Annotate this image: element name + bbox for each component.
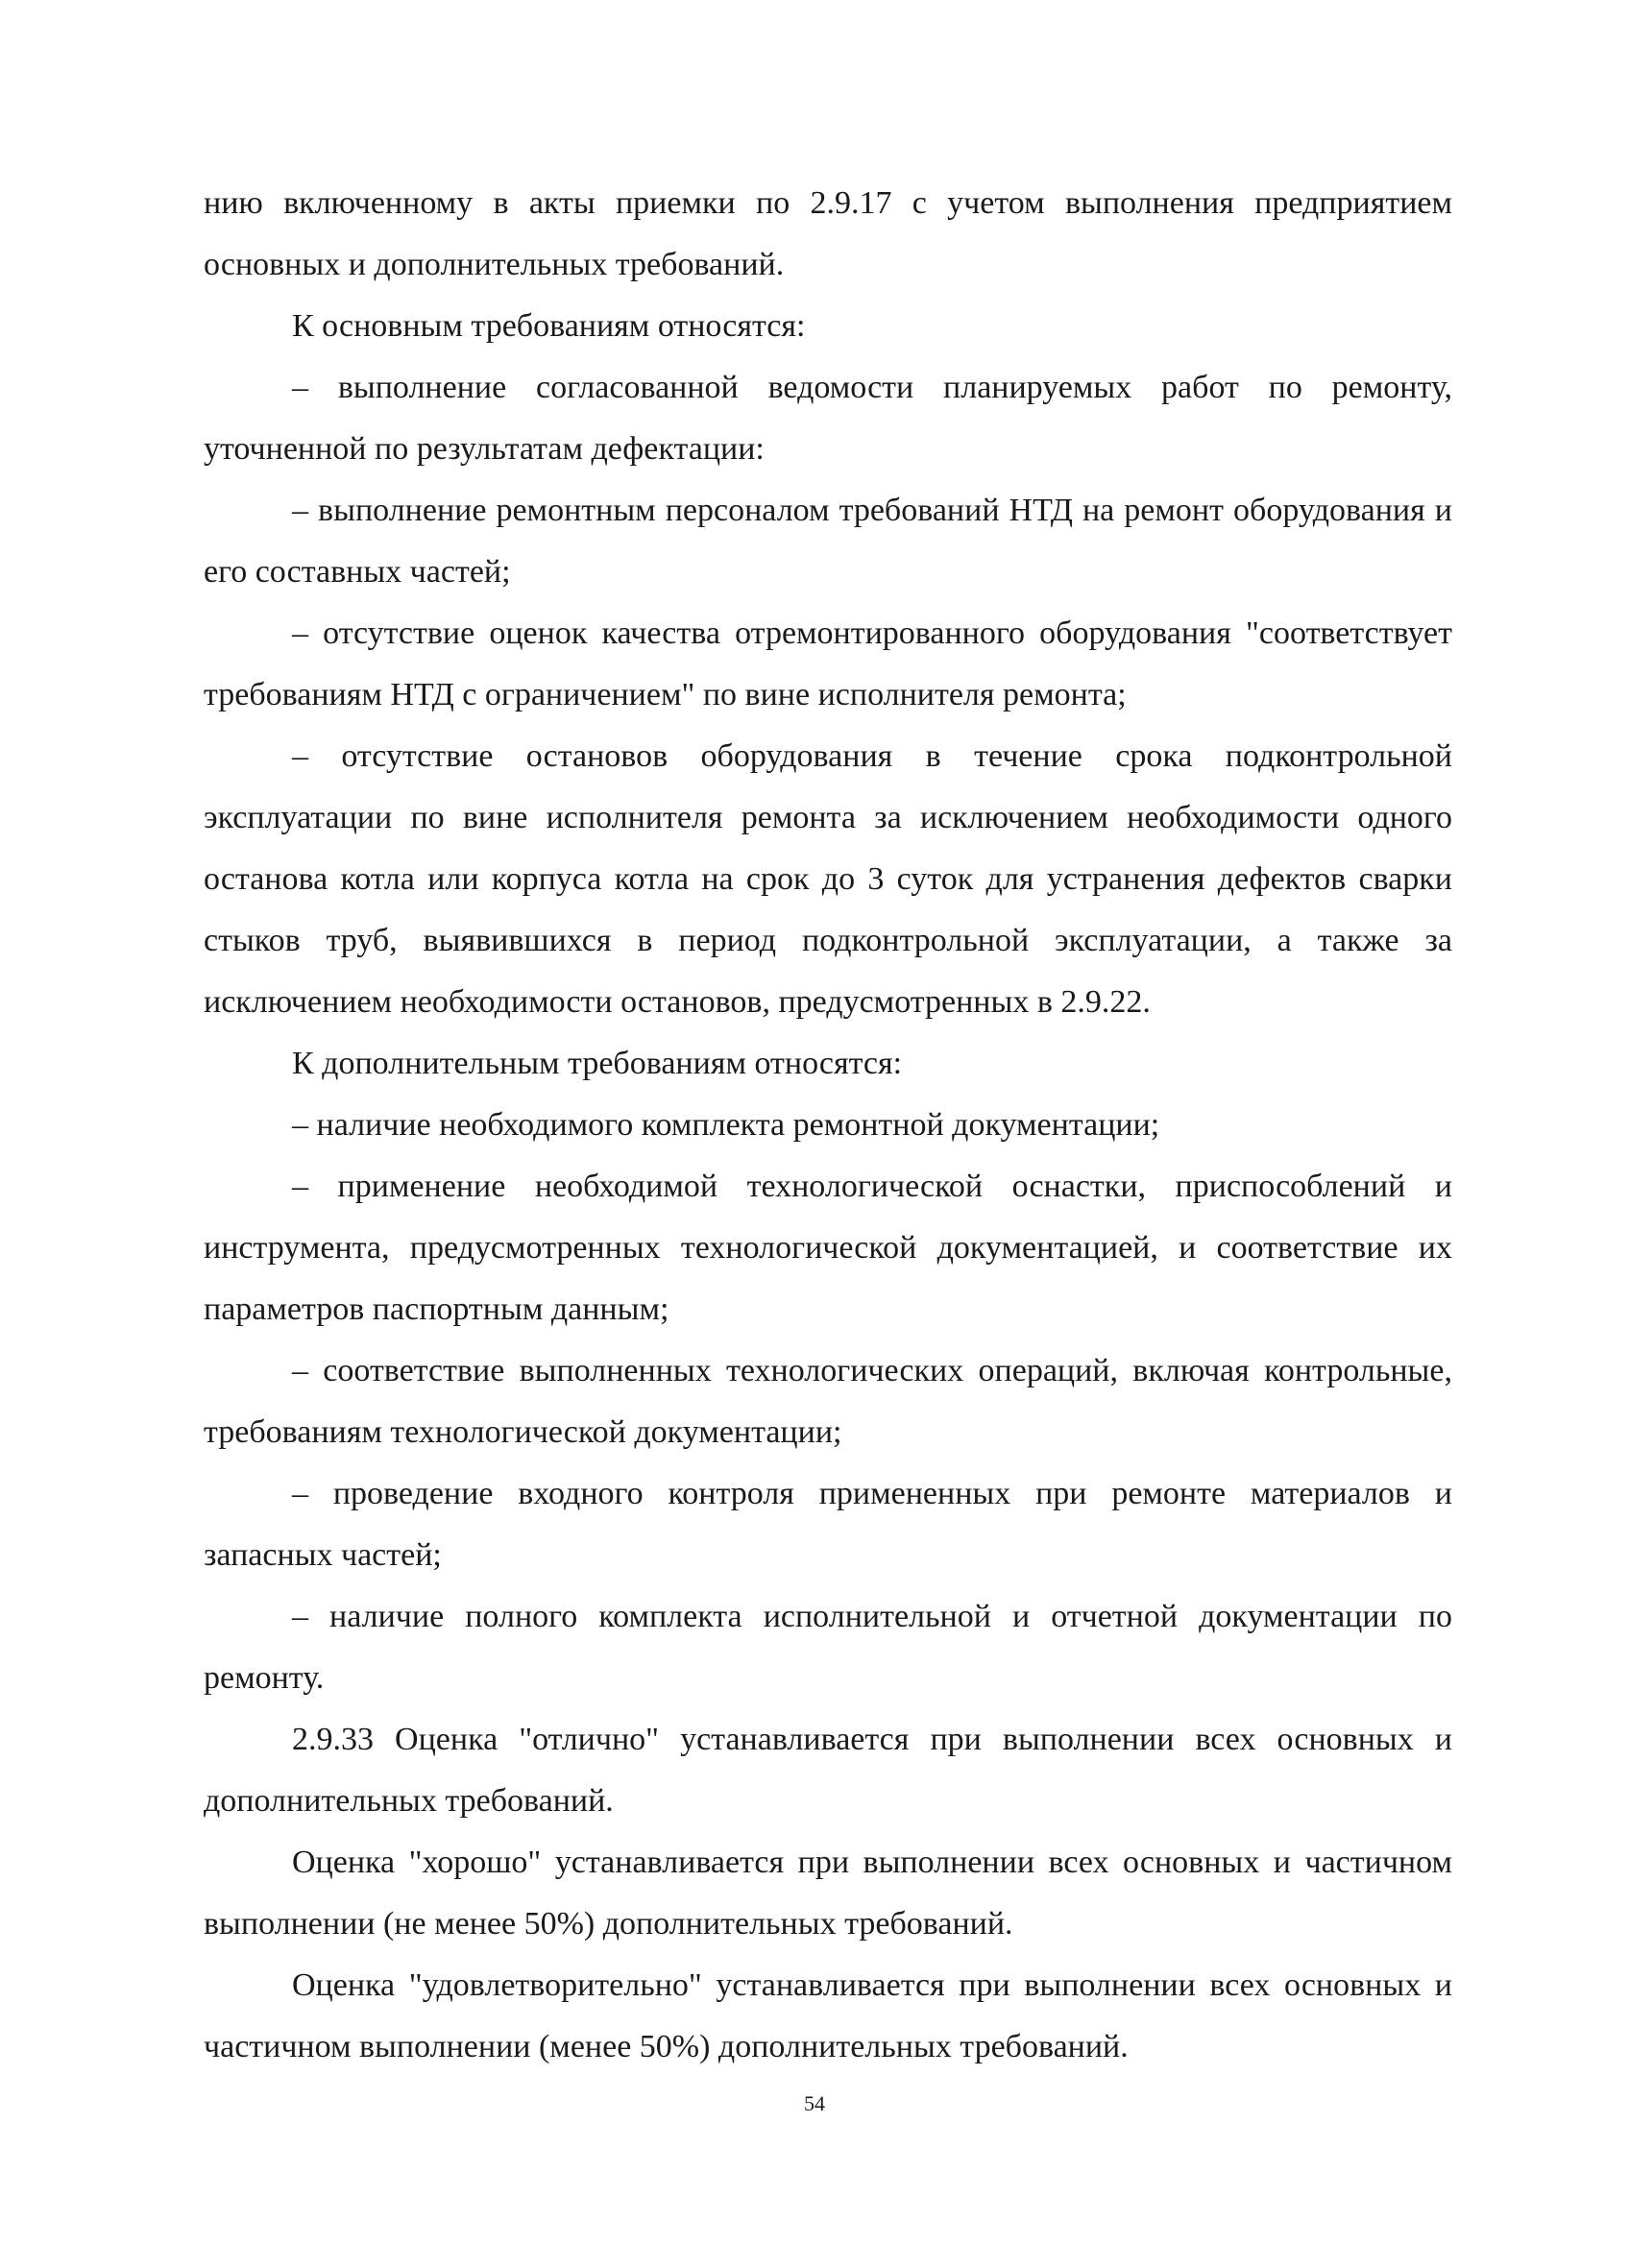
body-text (204, 173, 1452, 2078)
list-item-additional-1: – наличие необходимого комплекта ремонтной документации; (292, 1107, 1160, 1143)
paragraph-main-requirements-heading: К основным требованиям относятся: (292, 308, 806, 344)
list-item-additional-4: – проведение входного контроля примененных при ремонте материалов и запасных частей; (204, 1476, 1452, 1573)
paragraph-grade-good: Оценка "хорошо" устанавливается при выполнении всех основных и частичном выполнении (не менее 50%) дополнительных требований. (204, 1845, 1452, 1942)
list-item-additional-5: – наличие полного комплекта исполнительной и отчетной документации по ремонту. (204, 1599, 1452, 1696)
paragraph-continuation: нию включенному в акты приемки по 2.9.17 с учетом выполнения предприятием основных и дополнительных требований. (204, 185, 1452, 282)
paragraph-grade-excellent: 2.9.33 Оценка "отлично" устанавливается при выполнении всех основных и дополнительных требований. (204, 1722, 1452, 1819)
paragraph-grade-satisfactory: Оценка "удовлетворительно" устанавливается при выполнении всех основных и частичном выполнении (менее 50%) дополнительных требований. (204, 1967, 1452, 2064)
list-item-main-2: – выполнение ремонтным персоналом требований НТД на ремонт оборудования и его составных частей; (204, 493, 1452, 590)
page-number: 54 (804, 2091, 825, 2115)
list-item-additional-3: – соответствие выполненных технологических операций, включая контрольные, требованиям технологической документации; (204, 1353, 1452, 1450)
paragraph-additional-requirements-heading: К дополнительным требованиям относятся: (292, 1046, 903, 1081)
list-item-main-4: – отсутствие остановов оборудования в течение срока подконтрольной эксплуатации по вине исполнителя ремонта за исключением необходимости одного останова котла или корпуса котла на срок до 3 суток для устранения дефектов сварки стыков труб, выявившихся в период подконтрольной эксплуатации, а также за исключением необходимости остановов, предусмотренных в 2.9.22. (204, 738, 1452, 1020)
list-item-main-1: – выполнение согласованной ведомости планируемых работ по ремонту, уточненной по результатам дефектации: (204, 370, 1452, 467)
list-item-main-3: – отсутствие оценок качества отремонтированного оборудования "соответствует требованиям НТД с ограничением" по вине исполнителя ремонта; (204, 615, 1452, 712)
list-item-additional-2: – применение необходимой технологической оснастки, приспособлений и инструмента, предусмотренных технологической документацией, и соответствие их параметров паспортным данным; (204, 1169, 1452, 1327)
